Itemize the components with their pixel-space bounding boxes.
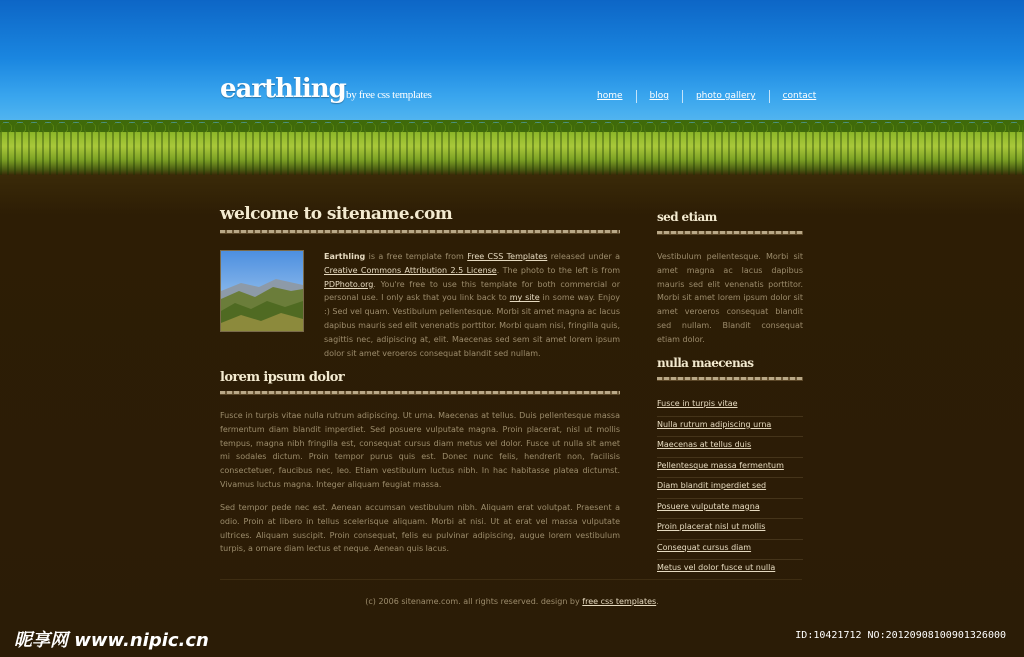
intro-bold: Earthling bbox=[324, 252, 366, 261]
sidebar-link[interactable]: Consequat cursus diam bbox=[657, 542, 752, 552]
cc-license-link[interactable]: Creative Commons Attribution 2.5 License bbox=[324, 265, 497, 275]
sidebar-link[interactable]: Proin placerat nisl ut mollis bbox=[657, 522, 766, 531]
sidebar-divider-2 bbox=[657, 377, 803, 381]
free-css-templates-link[interactable]: Free CSS Templates bbox=[467, 252, 548, 261]
nav-contact[interactable]: contact bbox=[769, 90, 830, 103]
sidebar-divider-1 bbox=[657, 231, 803, 235]
sidebar-link[interactable]: Metus vel dolor fusce ut nulla bbox=[657, 563, 776, 572]
sidebar-text: Vestibulum pellentesque. Morbi sit amet magna ac lacus dapibus mauris sed elit venenatis porttitor. Morbi sit amet lorem ipsum dolor sit amet veroeros consequat blandit sed nullam. Blandit consequat etiam dolor. bbox=[657, 252, 803, 344]
site-logo[interactable]: earthling bbox=[220, 74, 346, 104]
list-item bbox=[657, 417, 803, 438]
page-title: welcome to sitename.com bbox=[220, 204, 453, 224]
paragraph-2: Sed tempor pede nec est. Aenean accumsan vestibulum nibh. Aliquam erat volutpat. Praesent a odio. Proin at libero in tellus scelerisque aliquam. Morbi at nisi. Ut at erat vel massa vulputate ultrices. Aliquam suscipit. Proin consequat, felis eu pulvinar adipiscing, augue lorem vestibulum turpis, a ornare diam lectus et neque. Aenean quis lacus. bbox=[220, 503, 620, 554]
intro-text bbox=[324, 250, 620, 360]
sidebar-link[interactable]: Nulla rutrum adipiscing urna bbox=[657, 419, 772, 429]
section-divider bbox=[220, 391, 620, 395]
title-divider bbox=[220, 230, 620, 234]
list-item bbox=[657, 560, 803, 580]
list-item bbox=[657, 396, 803, 417]
site-logo-subtitle: by free css templates bbox=[346, 89, 432, 101]
list-item bbox=[657, 519, 803, 540]
sidebar-title-1: sed etiam bbox=[657, 210, 717, 224]
list-item bbox=[657, 437, 803, 458]
footer-divider bbox=[220, 579, 802, 580]
my-site-link[interactable]: my site bbox=[509, 293, 540, 303]
sidebar-link[interactable]: Diam blandit imperdiet sed bbox=[657, 481, 767, 490]
intro-text-4: . You're free to use this template for both commercial or personal use. I only ask that you link back to bbox=[324, 279, 620, 303]
intro-text-2: released under a bbox=[547, 252, 620, 261]
sidebar-title-2: nulla maecenas bbox=[657, 356, 754, 370]
section-title: lorem ipsum dolor bbox=[220, 370, 345, 385]
intro-text-3: . The photo to the left is from bbox=[496, 265, 621, 275]
main-nav bbox=[590, 90, 829, 103]
sidebar-link[interactable]: Posuere vulputate magna bbox=[657, 501, 760, 511]
sidebar-link[interactable]: Pellentesque massa fermentum bbox=[657, 460, 784, 470]
sky-background bbox=[0, 0, 1024, 130]
nav-photo-gallery[interactable]: photo gallery bbox=[682, 90, 769, 103]
footer-design-link[interactable]: free css templates bbox=[582, 597, 657, 606]
sidebar-link[interactable]: Fusce in turpis vitae bbox=[657, 399, 738, 408]
list-item bbox=[657, 458, 803, 479]
footer bbox=[0, 597, 1024, 606]
list-item bbox=[657, 499, 803, 520]
footer-end: . bbox=[656, 597, 659, 606]
nav-home[interactable]: home bbox=[597, 91, 623, 101]
footer-copyright: (c) 2006 sitename.com. all rights reserved. design by bbox=[365, 597, 583, 606]
intro-text-5: in some way. Enjoy :) Sed vel quam. Vestibulum pellentesque. Morbi sit amet magna ac lacus dapibus mauris sed elit venenatis porttitor. Morbi quam nisi, fringilla quis, sagittis nec, adipiscing at, elit. Maecenas sed sem sit amet lorem ipsum dolor sit amet veroeros consequat blandit sed nullam. bbox=[324, 293, 620, 358]
landscape-photo bbox=[220, 250, 304, 332]
watermark-id: ID:10421712 NO:20120908100901326000 bbox=[795, 630, 1006, 641]
intro-text-1: is a free template from bbox=[365, 252, 468, 261]
paragraph-1: Fusce in turpis vitae nulla rutrum adipiscing. Ut urna. Maecenas at tellus. Duis pellentesque massa fermentum diam blandit imperdiet. Sed posuere vulputate magna. Proin placerat, nisl ut mollis tempus, magna nibh fringilla est, consequat cursus diam metus vel dolor. Fusce ut nulla sit amet mi sodales dictum. Proin tempor purus quis est. Donec nunc felis, hendrerit non, facilisis consectetuer, faucibus nec, leo. Etiam vestibulum luctus nibh. In hac habitasse platea dictumst. Vivamus luctus magna. Integer aliquam feugiat massa. bbox=[220, 411, 620, 489]
grass-edge bbox=[0, 120, 1024, 132]
list-item bbox=[657, 478, 803, 499]
pdphoto-link[interactable]: PDPhoto.org bbox=[324, 279, 374, 289]
sidebar-link-list bbox=[657, 396, 803, 580]
nav-blog[interactable]: blog bbox=[636, 90, 682, 103]
sidebar-link[interactable]: Maecenas at tellus duis bbox=[657, 440, 752, 449]
list-item bbox=[657, 540, 803, 561]
watermark-logo: 昵享网 www.nipic.cn bbox=[14, 630, 209, 651]
